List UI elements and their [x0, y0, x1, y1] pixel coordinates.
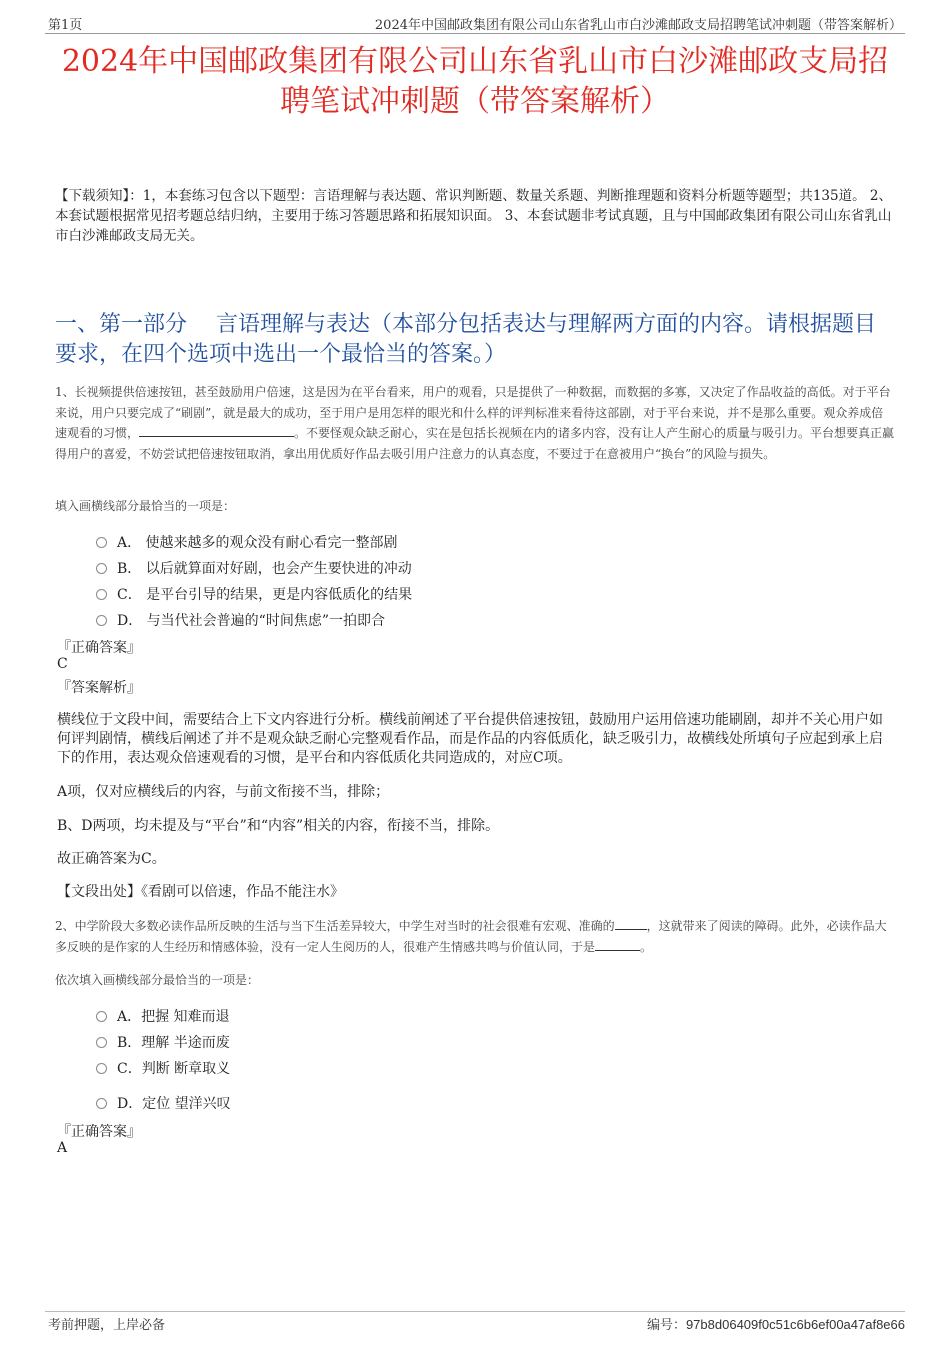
q1-option-b[interactable] — [96, 558, 412, 578]
question-1-text — [55, 382, 895, 464]
radio-icon[interactable] — [96, 589, 107, 600]
section-heading: 一、第一部分 言语理解与表达（本部分包括表达与理解两方面的内容。请根据题目要求，在四个选项中选出一个最恰当的答案。） — [55, 312, 876, 367]
q2-option-b[interactable] — [96, 1032, 230, 1052]
q1-option-c[interactable] — [96, 584, 412, 604]
q1-prompt: 填入画横线部分最恰当的一项是： — [55, 499, 236, 513]
q2-option-a[interactable] — [96, 1006, 230, 1026]
option-label: C． 是平台引导的结果，更是内容低质化的结果 — [117, 587, 413, 603]
q2-text-b: ，这就带来了阅读的障碍。此外，必读作品大多反映的是作家的人生经历和情感体验，没有一定人生阅历的人，很难产生情感共鸣与价值认同，于是 — [55, 919, 887, 954]
title-line-1: 2024年中国邮政集团有限公司山东省乳山市白沙滩邮政支局招 — [61, 44, 889, 79]
q1-option-a[interactable] — [96, 532, 398, 552]
q2-text-a: 2、中学阶段大多数必读作品所反映的生活与当下生活差异较大，中学生对当时的社会很难有宏观、准确的 — [55, 919, 615, 933]
radio-icon[interactable] — [96, 1098, 107, 1109]
option-label: C．判断 断章取义 — [117, 1061, 231, 1077]
q2-blank-2 — [595, 950, 640, 951]
q1-analysis-3: 故正确答案为C。 — [57, 851, 166, 867]
q2-prompt: 依次填入画横线部分最恰当的一项是： — [55, 973, 260, 987]
q1-analysis-0: 横线位于文段中间，需要结合上下文内容进行分析。横线前阐述了平台提供倍速按钮，鼓励用户运用倍速功能刷剧，却并不关心用户如何评判剧情，横线后阐述了并不是观众缺乏耐心完整观看作品，而是作品的内容低质化，缺乏吸引力，故横线处所填句子应起到承上启下的作用，表达观众倍速观看的习惯，是平台和内容低质化共同造成的，对应C项。 — [57, 712, 883, 766]
q1-answer: C — [57, 656, 68, 672]
q1-analysis-2: B、D两项，均未提及与“平台”和“内容”相关的内容，衔接不当，排除。 — [57, 818, 500, 834]
q1-text-b: 。不要怪观众缺乏耐心，实在是包括长视频在内的诸多内容，没有让人产生耐心的质量与吸引力。平台想要真正赢得用户的喜爱，不妨尝试把倍速按钮取消，拿出用优质好作品去吸引用户注意力的认真态度，不要过于在意被用户“换台”的风险与损失。 — [55, 426, 895, 461]
title-line-2: 聘笔试冲刺题（带答案解析） — [280, 84, 670, 119]
q1-source: 【文段出处】《看剧可以倍速，作品不能注水》 — [57, 884, 344, 900]
q2-option-d[interactable] — [96, 1093, 231, 1113]
download-notice: 【下载须知】：1，本套练习包含以下题型：言语理解与表达题、常识判断题、数量关系题、判断推理题和资料分析题等题型；共135道。 2、本套试题根据常见招考题总结归纳，主要用于练习答题思路和拓展知识面。 3、本套试题非考试真题，且与中国邮政集团有限公司山东省乳山市白沙滩邮政支局无关。 — [55, 188, 892, 244]
q1-option-d[interactable] — [96, 610, 385, 630]
header-divider — [45, 33, 905, 34]
code-value: 97b8d06409f0c51c6b6ef00a47af8e66 — [685, 1317, 905, 1332]
q1-analysis-label: 『答案解析』 — [57, 680, 141, 696]
footer-code — [647, 1314, 905, 1333]
q2-option-c[interactable] — [96, 1058, 230, 1078]
option-label: D．定位 望洋兴叹 — [117, 1096, 231, 1112]
option-label: A． 使越来越多的观众没有耐心看完一整部剧 — [117, 535, 398, 551]
q1-text-a: 1、长视频提供倍速按钮，甚至鼓励用户倍速，这是因为在平台看来，用户的观看，只是提供了一种数据，而数据的多寡，又决定了作品收益的高低。对于平台来说，用户只要完成了“刷剧”，就是最大的成功，至于用户是用怎样的眼光和什么样的评判标准来看待这部剧，对于平台来说，并不是那么重要。观众养成倍速观看的习惯， — [55, 385, 891, 440]
q1-blank — [139, 436, 294, 437]
option-label: D． 与当代社会普遍的“时间焦虑”一拍即合 — [117, 613, 385, 629]
q2-blank-1 — [615, 929, 647, 930]
footer-slogan: 考前押题，上岸必备 — [48, 1318, 166, 1333]
header-title: 2024年中国邮政集团有限公司山东省乳山市白沙滩邮政支局招聘笔试冲刺题（带答案解析） — [374, 18, 902, 33]
question-2-text — [55, 916, 895, 957]
radio-icon[interactable] — [96, 563, 107, 574]
radio-icon[interactable] — [96, 1063, 107, 1074]
radio-icon[interactable] — [96, 1037, 107, 1048]
code-label: 编号： — [646, 1318, 686, 1333]
q1-analysis-1: A项，仅对应横线后的内容，与前文衔接不当，排除； — [57, 784, 390, 800]
q2-text-c: 。 — [640, 939, 653, 954]
option-label: B． 以后就算面对好剧，也会产生要快进的冲动 — [117, 561, 412, 577]
page-title — [50, 42, 900, 122]
option-label: A．把握 知难而退 — [117, 1009, 230, 1025]
radio-icon[interactable] — [96, 1011, 107, 1022]
q2-answer: A — [57, 1140, 68, 1156]
footer-divider — [45, 1311, 905, 1312]
page-number: 第1页 — [48, 18, 83, 33]
q2-answer-label: 『正确答案』 — [57, 1124, 141, 1140]
option-label: B．理解 半途而废 — [117, 1035, 230, 1051]
q1-answer-label: 『正确答案』 — [57, 640, 141, 656]
radio-icon[interactable] — [96, 615, 107, 626]
radio-icon[interactable] — [96, 537, 107, 548]
